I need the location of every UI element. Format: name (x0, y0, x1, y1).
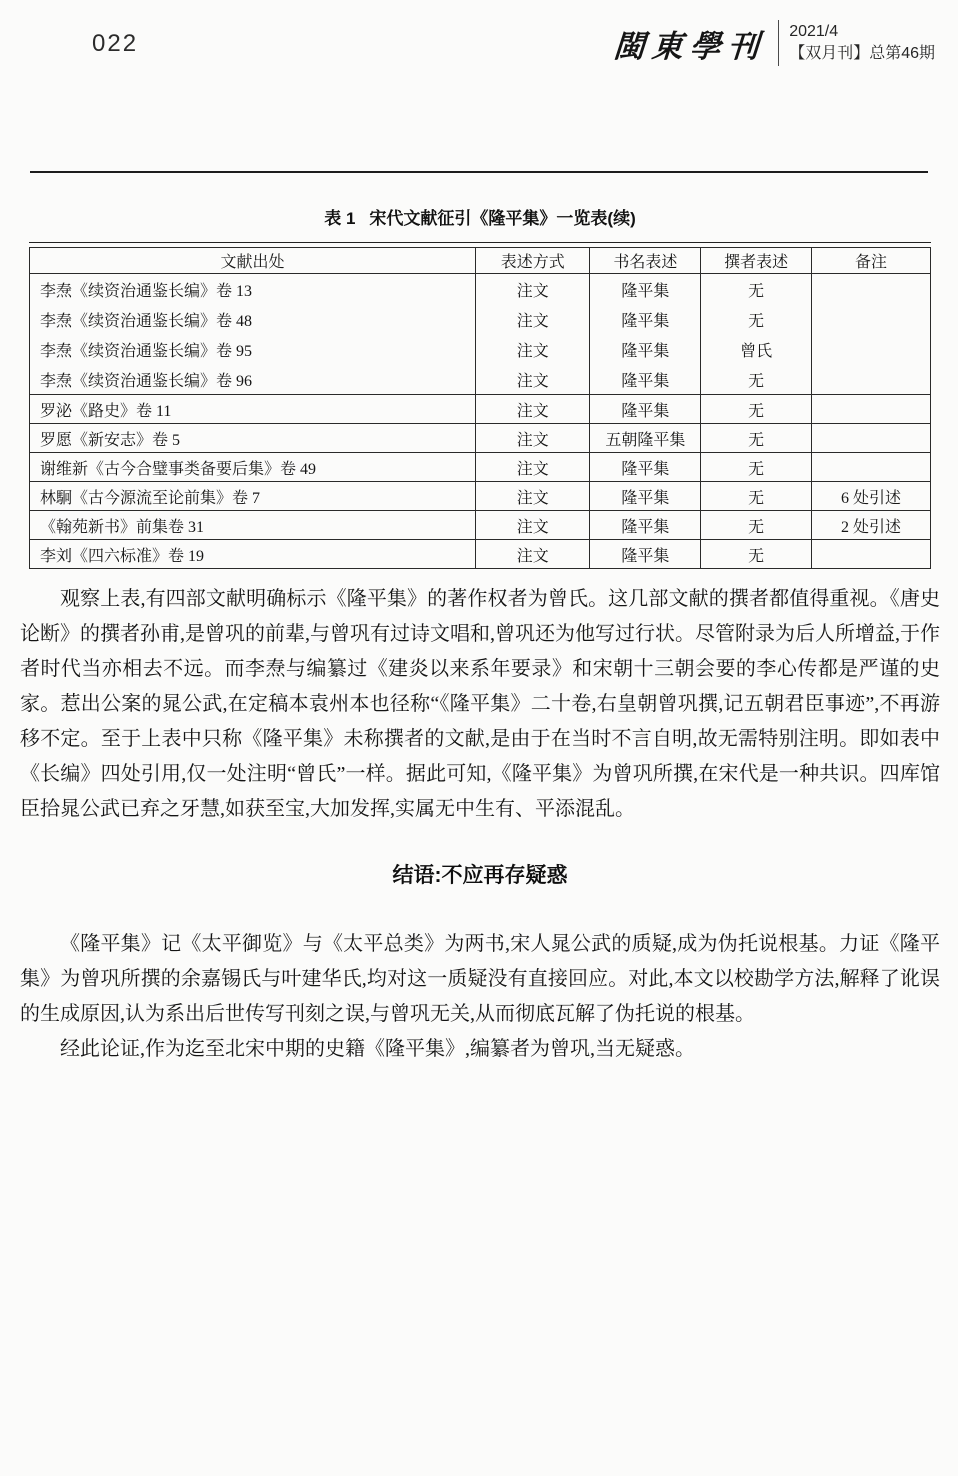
cell-book: 五朝隆平集 (590, 424, 701, 453)
cell-book: 隆平集 (590, 274, 701, 305)
table-title-text: 宋代文献征引《隆平集》一览表(续) (369, 209, 636, 228)
cell-book: 隆平集 (590, 482, 701, 511)
cell-source: 李焘《续资治通鉴长编》卷 48 (30, 304, 476, 334)
column-header-mode: 表述方式 (476, 248, 590, 274)
cell-mode: 注文 (476, 395, 590, 424)
body-paragraph-1: 观察上表,有四部文献明确标示《隆平集》的著作权者为曾氏。这几部文献的撰者都值得重视。《唐史论断》的撰者孙甫,是曾巩的前辈,与曾巩有过诗文唱和,曾巩还为他写过行状。尽管附录为后人所增益,于作者时代当亦相去不远。而李焘与编纂过《建炎以来系年要录》和宋朝十三朝会要的李心传都是严谨的史家。惹出公案的晁公武,在定稿本袁州本也径称“《隆平集》二十卷,右皇朝曾巩撰,记五朝君臣事迹”,不再游移不定。至于上表中只称《隆平集》未称撰者的文献,是由于在当时不言自明,故无需特别注明。即如表中《长编》四处引用,仅一处注明“曾氏”一样。据此可知,《隆平集》为曾巩所撰,在宋代是一种共识。四库馆臣拾晁公武已弃之牙慧,如获至宝,大加发挥,实属无中生有、平添混乱。 (20, 588, 940, 820)
cell-book: 隆平集 (590, 395, 701, 424)
cell-book: 隆平集 (590, 511, 701, 540)
journal-header (614, 20, 935, 66)
cell-note: 6 处引述 (812, 482, 931, 511)
cell-note (812, 304, 931, 334)
cell-author: 无 (701, 540, 812, 569)
journal-logo: 閩東學刊 (612, 28, 768, 64)
section-heading-conclusion: 结语:不应再存疑惑 (392, 864, 568, 887)
cell-source: 谢维新《古今合璧事类备要后集》卷 49 (30, 453, 476, 482)
cell-source: 罗泌《路史》卷 11 (30, 395, 476, 424)
cell-note (812, 334, 931, 364)
cell-author: 无 (701, 274, 812, 305)
cell-source: 李焘《续资治通鉴长编》卷 96 (30, 364, 476, 395)
table-caption (20, 204, 940, 229)
cell-note: 2 处引述 (812, 511, 931, 540)
article-content (20, 204, 940, 1067)
column-header-book: 书名表述 (590, 248, 701, 274)
table-row (30, 540, 931, 569)
cell-mode: 注文 (476, 304, 590, 334)
table-row (30, 334, 931, 364)
table-row (30, 274, 931, 305)
column-header-note: 备注 (812, 248, 931, 274)
table-row (30, 424, 931, 453)
cell-mode: 注文 (476, 334, 590, 364)
cell-source: 李焘《续资治通鉴长编》卷 13 (30, 274, 476, 305)
issue-info (789, 21, 935, 65)
table-header-row (30, 248, 931, 274)
table-row (30, 511, 931, 540)
table-wrapper (29, 242, 931, 569)
cell-author: 无 (701, 364, 812, 395)
header-divider (778, 20, 779, 66)
table-label: 表 1 (324, 209, 356, 228)
table-row (30, 395, 931, 424)
cell-note (812, 395, 931, 424)
cell-note (812, 364, 931, 395)
cell-author: 无 (701, 395, 812, 424)
cell-mode: 注文 (476, 274, 590, 305)
cell-note (812, 540, 931, 569)
page-number: 022 (92, 30, 139, 57)
issue-date: 2021/4 (789, 23, 839, 40)
cell-book: 隆平集 (590, 304, 701, 334)
cell-source: 《翰苑新书》前集卷 31 (30, 511, 476, 540)
cell-book: 隆平集 (590, 453, 701, 482)
cell-note (812, 424, 931, 453)
cell-note (812, 274, 931, 305)
table-row (30, 304, 931, 334)
table-row (30, 482, 931, 511)
issue-number: 【双月刊】总第46期 (789, 45, 935, 62)
body-paragraph-2: 《隆平集》记《太平御览》与《太平总类》为两书,宋人晁公武的质疑,成为伪托说根基。力证《隆平集》为曾巩所撰的余嘉锡氏与叶建华氏,均对这一质疑没有直接回应。对此,本文以校勘学方法,解释了讹误的生成原因,认为系出后世传写刊刻之误,与曾巩无关,从而彻底瓦解了伪托说的根基。 (20, 933, 940, 1025)
cell-book: 隆平集 (590, 334, 701, 364)
cell-author: 曾氏 (701, 334, 812, 364)
header-rule (30, 171, 928, 173)
cell-book: 隆平集 (590, 364, 701, 395)
cell-source: 林駉《古今源流至论前集》卷 7 (30, 482, 476, 511)
table-row (30, 453, 931, 482)
cell-source: 李刘《四六标准》卷 19 (30, 540, 476, 569)
cell-author: 无 (701, 511, 812, 540)
cell-author: 无 (701, 304, 812, 334)
cell-mode: 注文 (476, 453, 590, 482)
cell-mode: 注文 (476, 482, 590, 511)
body-paragraph-3: 经此论证,作为迄至北宋中期的史籍《隆平集》,编纂者为曾巩,当无疑惑。 (60, 1038, 695, 1060)
column-header-source: 文献出处 (30, 248, 476, 274)
column-header-author: 撰者表述 (701, 248, 812, 274)
cell-mode: 注文 (476, 364, 590, 395)
cell-source: 罗愿《新安志》卷 5 (30, 424, 476, 453)
table-row (30, 364, 931, 395)
cell-author: 无 (701, 482, 812, 511)
cell-author: 无 (701, 453, 812, 482)
cell-note (812, 453, 931, 482)
cell-book: 隆平集 (590, 540, 701, 569)
citation-table (29, 247, 931, 569)
cell-mode: 注文 (476, 511, 590, 540)
cell-source: 李焘《续资治通鉴长编》卷 95 (30, 334, 476, 364)
cell-mode: 注文 (476, 424, 590, 453)
cell-author: 无 (701, 424, 812, 453)
cell-mode: 注文 (476, 540, 590, 569)
